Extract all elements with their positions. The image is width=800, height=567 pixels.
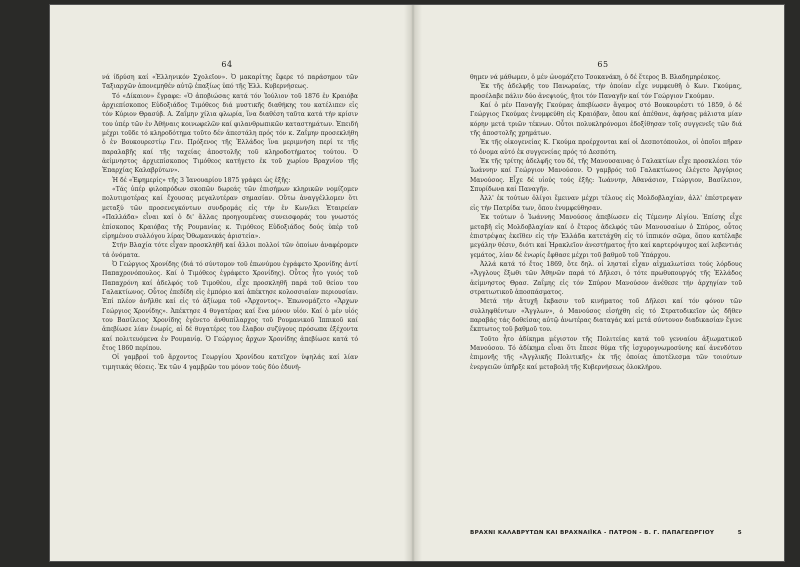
- paragraph: Ἐκ τούτων ὁ Ἰωάννης Μανούσος ἀπεβίωσεν εἰς Τέμενην Αἰγίου. Ἐπίσης εἶχε μεταβῆ εἰς Μολδοβλαχίαν καί ὁ ἕτερος ἀδελφός τῶν Μανουσαίων ὁ Σπύρος, οὗτος ἐπιστρέψας ἐκεῖθεν εἰς τήν Ἑλλάδα κατετάχθη εἰς τό ἱππικόν σῶμα, ὅπου κατέλαβε μεγάλην θέσιν, διότι καί Ἡρακλεῖον ἀνεστήματος ἦτο καί καρτερόψυχος καί λεβεντιάς γεμάτος, λίαν δέ ἐνωρίς ἔφθασε μέχρι τοῦ βαθμοῦ τοῦ Ὑπάρχου.: [470, 214, 742, 259]
- paragraph: Ἐκ τῆς ἀδελφῆς του Πανωραίας, τήν ὁποίαν εἶχε νυμφευθῆ ὁ Κων. Γκούμας, προσέλαβε πάλιν δύο ἀνεψιούς, ἤτοι τόν Παναγῆν καί τόν Γεώργιον Γκούμαν.: [470, 83, 742, 100]
- paragraph: Μετά τήν ἄτυχῆ ἔκβασιν τοῦ κινήματος τοῦ Δῆλεσι καί τόν φόνον τῶν συλληφθέντων «Ἄγγλων», ὁ Μανούσος εἰσήχθη εἰς τό Στρατοδικεῖον ὡς δῆθεν παραβάς τάς δοθείσας αὐτῷ ἀνωτέρας διαταγάς καί μετά σύντονον διαδικασίαν ἔγινε ἔκπτωτος τοῦ βαθμοῦ του.: [470, 298, 742, 334]
- signature-mark: 5: [737, 530, 742, 536]
- page-number: 65: [597, 60, 609, 69]
- paragraph: θημεν νά μάθωμεν, ὁ μέν ὠνομάζετο Τσοκανάκη, ὁ δέ ἕτερος Β. Βλαδημηρέσκος.: [470, 74, 721, 81]
- paragraph: Ἀλλά κατά τό ἔτος 1869, ὅτε δηλ. οἱ λησταί εἶχαν αἰχμαλωτίσει τούς λόρδους «Ἄγγλους ἔξωθι τῶν Ἀθηνῶν παρά τό Δῆλεσι, ὁ τότε πρωθυπουργός τῆς Ἑλλάδος ἀείμνηστος Θρασ. Ζαΐμης εἰς τόν Σπύρον Μανούσον ἀνέθεσε τήν ἀρχηγίαν τοῦ στρατιωτικοῦ ἀποσπάσματος.: [470, 260, 742, 296]
- book-spread: [50, 5, 784, 561]
- page-footer: [470, 530, 742, 536]
- paragraph: Καί ὁ μέν Παναγῆς Γκούμας ἀπεβίωσεν ἄγαμος στό Βουκουρέστι τό 1859, ὁ δέ Γεώργιος Γκούμας ἐνυμφεύθη εἰς Κραιόβαν, ὅπου καί ἀπέθανε, ἀφήσας μάλιστα μίαν κόρην μετά τριῶν τέκνων. Οὗτοι πολυκληρόνομοι ἐδοξίθησαν τοῖς συγγενεῖς τῶν διά τῆς ἀποστολῆς χρημάτων.: [470, 102, 742, 138]
- paragraph: Οἱ γαμβροί τοῦ ἄρχοντος Γεωργίου Χρονίδου κατεῖχον ὑψηλάς καί λίαν τιμητικάς θέσεις. Ἐκ τῶν 4 γαμβρῶν του μόνον τούς δύο ἐδυνή-: [102, 354, 358, 371]
- book-gutter: [404, 5, 422, 561]
- paragraph: Τοῦτο ἦτο ἀδίκημα μέγιστον τῆς Πολιτείας κατά τοῦ γενναίου ἀξιωματικοῦ Μανούσου. Τό ἀδίκημα εἶναι ὅτι ἔπεσε θύμα τῆς ἰσχυρογνωμοσύνης καί ἀνενδότου ἐπιμονῆς τῆς «Ἀγγλικῆς Πολιτικῆς» ἐκ τῆς ὁποίας ἀποτέλεσμα τῶν τοιούτων ἐνεργειῶν ὑπῆρξε καί μεταβολή τῆς Κυβερνήσεως ὁλοκλήρου.: [470, 335, 742, 371]
- paragraph: Ἐκ τῆς τρίτης ἀδελφῆς του δέ, τῆς Μανουσαινας ὁ Γαλακτίων εἶχε προσκλέσει τόν Ἰωάννην καί Γεώργιον Μανούσον. Ὁ γαμβρός τοῦ Γαλακτίωνος ἐλέγετο Ἀργύριος Μανούσος. Εἶχε δέ υἱούς τούς ἑξῆς: Ἰωάννην, Ἀθανάσιον, Γεώργιον, Βασίλειον, Σπυρίδωνα καί Παναγῆν.: [470, 158, 742, 194]
- paragraph: Ἐκ τῆς οἰκογενείας Κ. Γκούμα προέρχονται καί οἱ Δεσποτόπουλοι, οἱ ὁποῖοι πῆραν τό ὄνομα αὐτό ἐκ συγγενείας πρός τό Δεσπότη.: [470, 139, 742, 156]
- paragraph: Ἀλλ' ἐκ τούτων ὀλίγοι ἔμειναν μέχρι τέλους εἰς Μολδοβλαχίαν, ἀλλ' ἐπέστρεψαν εἰς τήν Πατρίδα των, ὅπου ἐνυμφεύθησαν.: [470, 195, 742, 212]
- paragraph: Τό «Δίκαιον» ἔγραφε: «Ὁ ἀποβιώσας κατά τόν Ἰούλιον τοῦ 1876 ἐν Κραιόβα ἀρχιεπίσκοπος Εὐδοξιάδος Τιμόθεος διά μυστικῆς διαθήκης του κατέλιπεν εἰς τόν Κύριον Θρασύβ. Α. Ζαΐμην χίλια φλωρία, ἵνα διαθέση ταῦτα κατά τήν κρίσιν του ὑπέρ τῶν ἐν Ἀθήναις κοινωφελῶν καί φιλανθρωπικῶν καταστημάτων. Ἐπειδή μέχρι τοῦδε τό κληροδότημα τοῦτο δέν ἀπεστάλη πρός τόν κ. Ζαΐμην προσεκλήθη ὁ ἐν Βουκουρεστίῳ Γεν. Πρόξενος τῆς Ἑλλάδος ἵνα μεριμνήση περί τε τῆς παραλαβῆς καί τῆς ταχείας ἀποστολῆς τοῦ κληροδοτήματος τούτου. Ὁ ἀείμνηστος ἀρχιεπίσκοπος Τιμόθεος κατήγετο ἐκ τοῦ χωρίου Βραχνίου τῆς Ἐπαρχίας Καλαβρύτων».: [102, 92, 358, 175]
- footer-title: ΒΡΑΧΝΙ ΚΑΛΑΒΡΥΤΩΝ ΚΑΙ ΒΡΑΧΝΑΙΪΚΑ - ΠΑΤΡΟΝ - Β. Γ. ΠΑΠΑΓΕΩΡΓΙΟΥ: [470, 530, 715, 536]
- left-page: [50, 5, 404, 561]
- paragraph: νά ίδρύση καί «Ἑλληνικόν Σχολεῖον». Ὁ μακαρίτης ἔφερε τό παράσημον τῶν Ταξιαρχῶν ἀπονεμηθέν αὐτῷ ἐπαξίως ὑπό τῆς Ἑλλ. Κυβερνήσεως.: [102, 74, 358, 91]
- right-page: [422, 5, 784, 561]
- paragraph: Ἡ δέ «Ἐφημερίς» τῆς 3 Ἰανουαρίου 1875 γράφει ὡς ἑξῆς:: [112, 176, 291, 184]
- paragraph: Στήν Βλαχία τότε εἶχαν προσκληθῆ καί ἄλλοι πολλοί τῶν ὁποίων ἀναφέρομεν τά ὀνόματα.: [102, 242, 358, 259]
- quote-paragraph: «Τάς ὑπέρ φιλοπρόδων σκοπῶν δωρεάς τῶν ἐπισήμων κληρικῶν νομίζομεν πολυτιμοτέρας καί ἔχουσας μεγαλυτέραν σημασίαν. Οὕτω ἀναγγέλλομεν ὅτι μεταξύ τῶν προσενεγκόντων συνδρομάς εἰς τήν ἐν Κων/λει Ἑταιρείαν «Παλλάδα» εἶναι καί ὁ δι' ἄλλας προηγουμένας συνεισφοράς του γνωστός ἐπίσκοπος Κραιόβας τῆς Ρουμανίας κ. Τιμόθεος Εὐδοξιάδος δούς ὑπέρ τοῦ εἰρημένου συλλόγου λίρας Ὀθωμανικάς ἀριστεία».: [102, 186, 358, 240]
- page-body: [470, 73, 742, 372]
- page-body: [102, 73, 358, 372]
- page-number: 64: [221, 60, 233, 69]
- paragraph: Ὁ Γεώργιος Χρονίδης (διά τό σύντομον τοῦ ἐπωνύμου ἐγράφετο Χρονίδης ἀντί Παπαχρονόπουλος. Καί ὁ Τιμόθεος ἐγράφετο Χρονίδης). Οὗτος ἦτο γυιός τοῦ Παπαχρόνη καί ἀδελφός τοῦ Τιμοθέου, εἶχε προσκληθῆ παρά τοῦ θείου του Γαλακτίωνος. Οὗτος ἐπεδίδη εἰς ἐμπόριο καί ἀπέκτησε κολοσσιαίαν περιουσίαν. Ἐπί πλέον ἀνῆλθε καί εἰς τό ἀξίωμα τοῦ «Ἄρχοντος». Ἐπωνομάζετο «Ἄρχων Γεώργιος Χρονίδης». Ἀπέκτησε 4 θυγατέρας καί ἕνα μόνον υἱόν. Καί ὁ μέν υἱός του Βασίλειος Χρονίδης ἐγένετο ἀνθυπίλαρχος τοῦ Ρουμανικοῦ Ἱππικοῦ καί ἀπεβίωσε λίαν ἐνωρίς, αἱ δέ θυγατέρες του ἔλαβον συζύγους πρόσωπα ἐξέχοντα καί πολιτευόμενα ἐν Ρουμανίᾳ. Ὁ Γεώργιος ἄρχων Χρονίδης ἀπεβίωσε κατά τό ἔτος 1860 περίπου.: [102, 260, 358, 352]
